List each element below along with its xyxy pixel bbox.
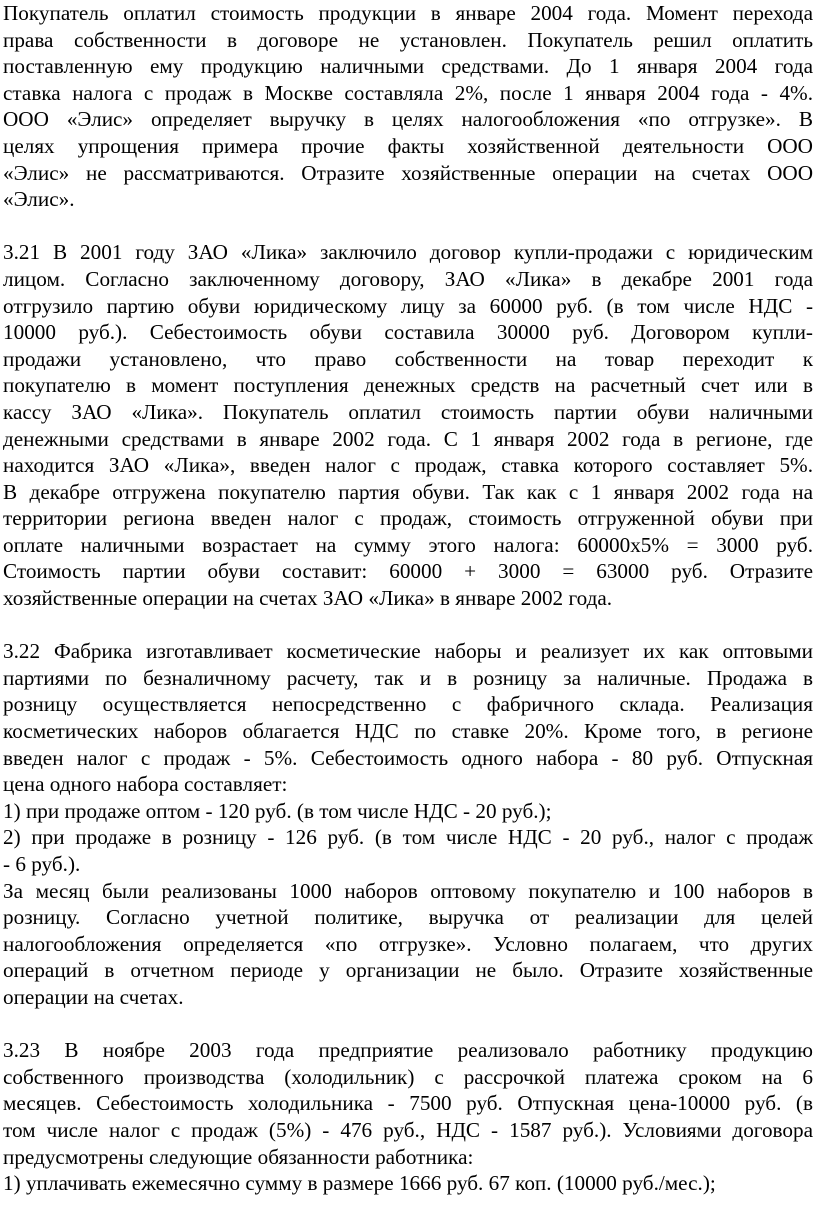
text-line: операций в отчетном периоде у организации не было. Отразите хозяйственные [3,958,813,983]
text-line: территории региона введен налог с продаж, стоимость отгруженной обуви при [3,506,813,531]
text-line: ООО «Элис» определяет выручку в целях налогообложения «по отгрузке». В [3,107,813,132]
text-line: 3.23 В ноябре 2003 года предприятие реализовало работнику продукцию [3,1038,813,1063]
text-line: «Элис». [3,187,75,212]
text-line: ставка налога с продаж в Москве составляла 2%, после 1 января 2004 года - 4%. [3,80,813,105]
text-line: - 6 руб.). [3,852,81,876]
text-line: 3.22 Фабрика изготавливает косметические наборы и реализует их как оптовыми [3,639,813,664]
text-line: хозяйственные операции на счетах ЗАО «Лика» в январе 2002 года. [3,586,613,611]
text-line: косметических наборов облагается НДС по ставке 20%. Кроме того, в регионе [3,719,813,744]
text-line: В декабре отгружена покупателю партия обуви. Так как с 1 января 2002 года на [3,479,813,504]
text-line: денежными средствами в январе 2002 года. С 1 января 2002 года в регионе, где [3,426,813,451]
text-line: налогообложения определяется «по отгрузке». Условно полагаем, что других [3,931,813,956]
text-line: целях упрощения примера прочие факты хозяйственной деятельности ООО [3,133,813,158]
text-line: оплате наличными возрастает на сумму этого налога: 60000x5% = 3000 руб. [3,532,813,557]
text-line: отгрузило партию обуви юридическому лицу за 60000 руб. (в том числе НДС - [3,293,813,318]
list-item: 1) уплачивать ежемесячно сумму в размере 1666 руб. 67 коп. (10000 руб./мес.); [3,1171,716,1196]
paragraph-elis [3,0,813,213]
text-line: Стоимость партии обуви составит: 60000 + 3000 = 63000 руб. Отразите [3,559,813,584]
text-line: кассу ЗАО «Лика». Покупатель оплатил стоимость партии обуви наличными [3,399,813,424]
text-line: права собственности в договоре не установлен. Покупатель решил оплатить [3,27,813,52]
text-line: операции на счетах. [3,984,184,1009]
text-line: 10000 руб.). Себестоимость обуви составила 30000 руб. Договором купли- [3,320,813,345]
list-item: 1) при продаже оптом - 120 руб. (в том числе НДС - 20 руб.); [3,798,552,823]
text-line: розницу. Согласно учетной политике, выручка от реализации для целей [3,905,813,930]
text-line: введен налог с продаж - 5%. Себестоимость одного набора - 80 руб. Отпускная [3,745,813,770]
text-line: продажи установлено, что право собственности на товар переходит к [3,346,813,371]
text-line: розницу осуществляется непосредственно с фабричного склада. Реализация [3,692,813,717]
text-line: партиями по безналичному расчету, так и в розницу за наличные. Продажа в [3,665,813,690]
text-line: покупателю в момент поступления денежных средств на расчетный счет или в [3,373,813,398]
text-line: лицом. Согласно заключенному договору, ЗАО «Лика» в декабре 2001 года [3,266,813,291]
text-line: За месяц были реализованы 1000 наборов оптовому покупателю и 100 наборов в [3,878,813,903]
text-line: том числе налог с продаж (5%) - 476 руб., НДС - 1587 руб.). Условиями договора [3,1117,813,1142]
paragraph-task-3-22 [3,638,813,1010]
paragraph-task-3-23 [3,1037,813,1197]
text-line: поставленную ему продукцию наличными средствами. До 1 января 2004 года [3,54,813,79]
text-line: собственного производства (холодильник) с рассрочкой платежа сроком на 6 [3,1064,813,1089]
text-line: цена одного набора составляет: [3,772,288,797]
text-line: 3.21 В 2001 году ЗАО «Лика» заключило договор купли-продажи с юридическим [3,240,813,265]
paragraph-task-3-21 [3,239,813,611]
document-page [3,0,813,1197]
text-line: предусмотрены следующие обязанности работника: [3,1144,474,1169]
text-line: находится ЗАО «Лика», введен налог с продаж, ставка которого составляет 5%. [3,453,813,478]
list-item: 2) при продаже в розницу - 126 руб. (в том числе НДС - 20 руб., налог с продаж [3,825,813,850]
text-line: месяцев. Себестоимость холодильника - 7500 руб. Отпускная цена-10000 руб. (в [3,1091,813,1116]
text-line: Покупатель оплатил стоимость продукции в январе 2004 года. Момент перехода [3,1,813,25]
text-line: «Элис» не рассматриваются. Отразите хозяйственные операции на счетах ООО [3,160,813,185]
